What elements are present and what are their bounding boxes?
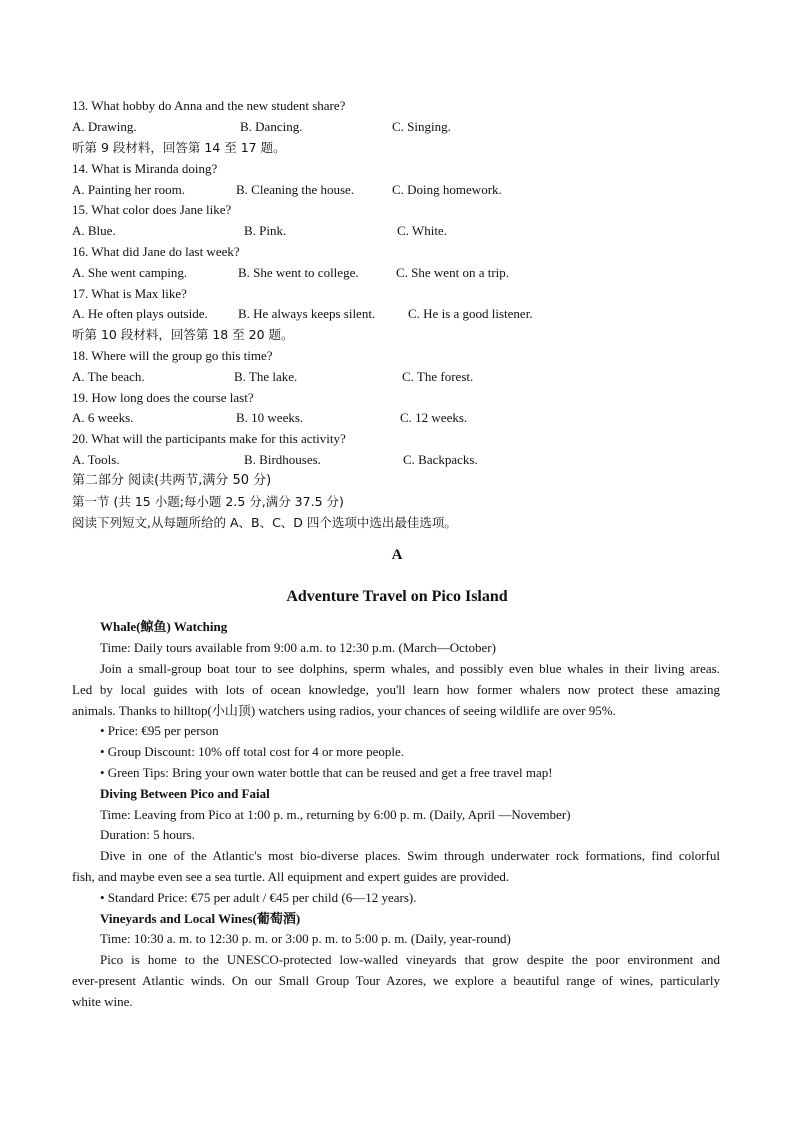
q19-option-b: B. 10 weeks. xyxy=(236,410,304,425)
q15-option-c: C. White. xyxy=(397,223,447,238)
diving-duration: Duration: 5 hours. xyxy=(100,827,195,842)
q16-option-a: A. She went camping. xyxy=(72,265,188,280)
passage-letter: A xyxy=(391,547,403,563)
q13-option-b: B. Dancing. xyxy=(240,119,303,134)
vineyards-paragraph-line-2: ever-present Atlantic winds. On our Small Group Tour Azores, we explore a beautiful range of wines, particularly xyxy=(72,973,720,988)
q14-option-b: B. Cleaning the house. xyxy=(236,182,355,197)
vineyards-paragraph-line-3: white wine. xyxy=(72,994,133,1009)
passage-title: Adventure Travel on Pico Island xyxy=(286,588,508,605)
q19-option-c: C. 12 weeks. xyxy=(400,410,468,425)
q20-option-b: B. Birdhouses. xyxy=(244,452,321,467)
q17-option-b: B. He always keeps silent. xyxy=(238,306,376,321)
whale-group-discount: • Group Discount: 10% off total cost for 4 or more people. xyxy=(100,744,404,759)
q18-option-a: A. The beach. xyxy=(72,369,145,384)
whale-paragraph-line-2: Led by local guides with lots of ocean knowledge, you'll learn how former whalers now protect these amazing xyxy=(72,682,720,697)
q13-question: 13. What hobby do Anna and the new student share? xyxy=(72,98,346,113)
q20-question: 20. What will the participants make for this activity? xyxy=(72,431,346,446)
q18-option-c: C. The forest. xyxy=(402,369,474,384)
q17-question: 17. What is Max like? xyxy=(72,286,187,301)
q18-question: 18. Where will the group go this time? xyxy=(72,348,273,363)
segment-10-intro: 听第 10 段材料，回答第 18 至 20 题。 xyxy=(72,327,294,342)
q19-option-a: A. 6 weeks. xyxy=(72,410,134,425)
vineyards-paragraph-line-1: Pico is home to the UNESCO-protected low-walled vineyards that grow despite the poor environment and xyxy=(100,952,720,967)
part-two-title: 第二部分 阅读(共两节,满分 50 分) xyxy=(72,473,272,488)
reading-instruction: 阅读下列短文,从每题所给的 A、B、C、D 四个选项中选出最佳选项。 xyxy=(72,515,457,530)
q15-option-b: B. Pink. xyxy=(244,223,287,238)
whale-paragraph-line-1: Join a small-group boat tour to see dolphins, sperm whales, and possibly even blue whales in their living areas. xyxy=(100,661,720,676)
q16-question: 16. What did Jane do last week? xyxy=(72,244,240,259)
q17-option-a: A. He often plays outside. xyxy=(72,306,208,321)
q19-question: 19. How long does the course last? xyxy=(72,390,254,405)
q20-option-a: A. Tools. xyxy=(72,452,120,467)
q18-option-b: B. The lake. xyxy=(234,369,298,384)
q14-question: 14. What is Miranda doing? xyxy=(72,161,218,176)
diving-paragraph-line-1: Dive in one of the Atlantic's most bio-diverse places. Swim through underwater rock formations, find colorful xyxy=(100,848,720,863)
diving-heading: Diving Between Pico and Faial xyxy=(100,786,270,801)
q20-option-c: C. Backpacks. xyxy=(403,452,478,467)
whale-watching-time: Time: Daily tours available from 9:00 a.m. to 12:30 p.m. (March—October) xyxy=(100,640,496,655)
q17-option-c: C. He is a good listener. xyxy=(408,306,533,321)
q15-question: 15. What color does Jane like? xyxy=(72,202,232,217)
diving-time: Time: Leaving from Pico at 1:00 p. m., returning by 6:00 p. m. (Daily, April —November) xyxy=(100,807,571,822)
q14-option-a: A. Painting her room. xyxy=(72,182,186,197)
q16-option-c: C. She went on a trip. xyxy=(396,265,510,280)
diving-paragraph-line-2: fish, and maybe even see a sea turtle. All equipment and expert guides are provided. xyxy=(72,869,510,884)
q14-option-c: C. Doing homework. xyxy=(392,182,502,197)
section-one-title: 第一节 (共 15 小题;每小题 2.5 分,满分 37.5 分) xyxy=(72,494,344,509)
vineyards-time: Time: 10:30 a. m. to 12:30 p. m. or 3:00 p. m. to 5:00 p. m. (Daily, year-round) xyxy=(100,931,511,946)
vineyards-heading: Vineyards and Local Wines(葡萄酒) xyxy=(100,911,301,926)
whale-green-tips: • Green Tips: Bring your own water bottle that can be reused and get a free travel map! xyxy=(100,765,553,780)
whale-price: • Price: €95 per person xyxy=(100,723,219,738)
q15-option-a: A. Blue. xyxy=(72,223,116,238)
q13-option-a: A. Drawing. xyxy=(72,119,137,134)
diving-standard-price: • Standard Price: €75 per adult / €45 per child (6—12 years). xyxy=(100,890,417,905)
q16-option-b: B. She went to college. xyxy=(238,265,359,280)
segment-9-intro: 听第 9 段材料，回答第 14 至 17 题。 xyxy=(72,140,286,155)
q13-option-c: C. Singing. xyxy=(392,119,451,134)
whale-watching-heading: Whale(鲸鱼) Watching xyxy=(100,619,228,634)
whale-paragraph-line-3: animals. Thanks to hilltop(小山顶) watchers using radios, your chances of seeing wildlife are over 95%. xyxy=(72,703,616,718)
